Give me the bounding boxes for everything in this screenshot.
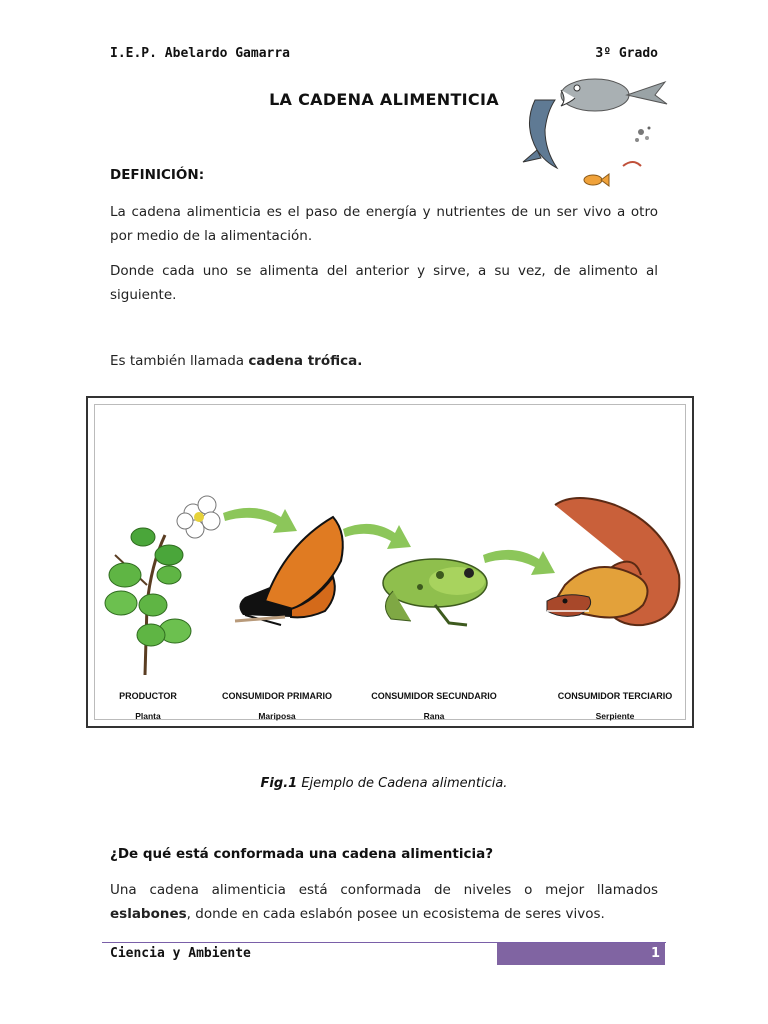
frog-icon xyxy=(383,559,487,625)
page-title: LA CADENA ALIMENTICIA xyxy=(269,90,499,109)
level-4-name: Serpiente xyxy=(595,711,635,721)
caption-fig-number: Fig.1 xyxy=(260,776,298,791)
caption-text: Ejemplo de Cadena alimenticia. xyxy=(297,776,508,791)
figure-caption xyxy=(0,776,768,791)
level-1-role: PRODUCTOR xyxy=(119,691,177,701)
school-name: I.E.P. Abelardo Gamarra xyxy=(110,46,291,61)
fish-cycle-icon xyxy=(515,70,680,195)
food-chain-illustration xyxy=(95,405,689,723)
butterfly-icon xyxy=(235,517,343,625)
level-3-name: Rana xyxy=(423,711,445,721)
section-2-heading: ¿De qué está conformada una cadena alimenticia? xyxy=(110,846,494,862)
term-eslabones: eslabones xyxy=(110,906,187,922)
plant-icon xyxy=(105,496,220,675)
level-2-role: CONSUMIDOR PRIMARIO xyxy=(222,691,332,701)
paragraph-3-text: Es también llamada xyxy=(110,353,249,369)
definition-heading: DEFINICIÓN: xyxy=(110,167,205,183)
grade-label: 3º Grado xyxy=(595,46,658,61)
term-cadena-trofica: cadena trófica. xyxy=(248,353,363,369)
level-1-name: Planta xyxy=(135,711,161,721)
level-3-role: CONSUMIDOR SECUNDARIO xyxy=(371,691,497,701)
definition-paragraph-1: La cadena alimenticia es el paso de energía y nutrientes de un ser vivo a otro por medio de la alimentación. xyxy=(110,204,658,244)
arrow-icon xyxy=(223,508,555,575)
section-2-text-end: , donde en cada eslabón posee un ecosistema de seres vivos. xyxy=(186,906,605,922)
level-2-name: Mariposa xyxy=(258,711,296,721)
section-2-text-start: Una cadena alimenticia está conformada de niveles o mejor llamados xyxy=(110,882,658,898)
section-2-paragraph xyxy=(110,878,658,926)
page-number: 1 xyxy=(650,946,660,961)
footer-subject: Ciencia y Ambiente xyxy=(110,946,251,961)
definition-paragraph-2: Donde cada uno se alimenta del anterior y sirve, a su vez, de alimento al siguiente. xyxy=(110,263,658,303)
snake-icon xyxy=(547,498,679,625)
level-4-role: CONSUMIDOR TERCIARIO xyxy=(557,691,673,701)
food-chain-figure xyxy=(86,396,694,728)
definition-paragraph-3 xyxy=(110,349,658,373)
